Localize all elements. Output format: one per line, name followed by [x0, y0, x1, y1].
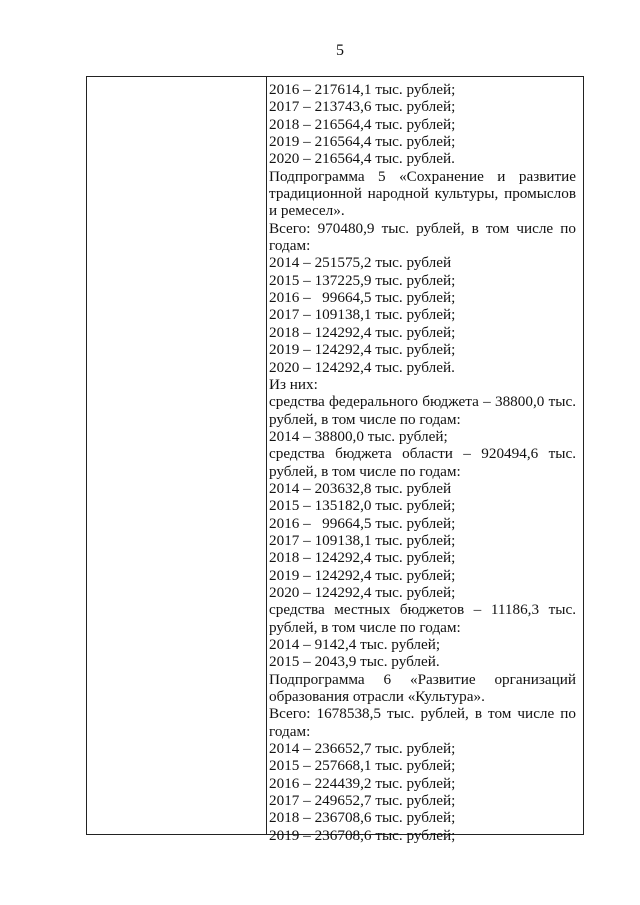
funding-line: 2014 – 203632,8 тыс. рублей: [269, 479, 452, 497]
funding-line: 2016 – 217614,1 тыс. рублей;: [269, 81, 456, 98]
subprogram-title-line: Подпрограмма 5 «Сохранение и развитие: [269, 167, 576, 185]
funding-line: 2020 – 124292,4 тыс. рублей;: [269, 583, 456, 601]
funding-line: 2019 – 124292,4 тыс. рублей;: [269, 341, 456, 359]
funding-line: 2019 – 236708,6 тыс. рублей;: [269, 826, 456, 844]
funding-line: 2015 – 257668,1 тыс. рублей;: [269, 757, 456, 775]
section-label: Из них:: [269, 375, 318, 393]
funding-line: 2016 – 99664,5 тыс. рублей;: [269, 289, 456, 307]
funding-line: 2018 – 124292,4 тыс. рублей;: [269, 549, 456, 567]
total-line: Всего: 970480,9 тыс. рублей, в том числе по: [269, 219, 576, 237]
funding-line: 2015 – 2043,9 тыс. рублей.: [269, 653, 440, 671]
funding-line: 2017 – 213743,6 тыс. рублей;: [269, 98, 456, 116]
subprogram-title-line: и ремесел».: [269, 202, 345, 220]
funding-line: 2019 – 124292,4 тыс. рублей;: [269, 566, 456, 584]
subprogram-title-line: образования отрасли «Культура».: [269, 688, 485, 706]
subprogram-title-line: традиционной народной культуры, промыслов: [269, 185, 576, 203]
subprogram-title-line: Подпрограмма 6 «Развитие организаций: [269, 670, 576, 688]
funding-line: 2018 – 236708,6 тыс. рублей;: [269, 809, 456, 827]
total-line: Всего: 1678538,5 тыс. рублей, в том числе по: [269, 705, 576, 723]
funding-line: 2017 – 249652,7 тыс. рублей;: [269, 792, 456, 810]
funding-line: 2019 – 216564,4 тыс. рублей;: [269, 133, 456, 151]
funding-line: 2014 – 38800,0 тыс. рублей;: [269, 427, 448, 445]
funding-line: 2016 – 224439,2 тыс. рублей;: [269, 774, 456, 792]
budget-source-line: рублей, в том числе по годам:: [269, 410, 461, 428]
funding-line: 2018 – 216564,4 тыс. рублей;: [269, 115, 456, 133]
table-right-cell: [269, 81, 576, 844]
funding-line: 2015 – 137225,9 тыс. рублей;: [269, 271, 456, 289]
funding-line: 2020 – 216564,4 тыс. рублей.: [269, 150, 455, 168]
budget-source-line: средства местных бюджетов – 11186,3 тыс.: [269, 601, 576, 619]
funding-line: 2014 – 236652,7 тыс. рублей;: [269, 740, 456, 758]
funding-line: 2020 – 124292,4 тыс. рублей.: [269, 358, 455, 376]
funding-line: 2014 – 9142,4 тыс. рублей;: [269, 636, 441, 653]
budget-source-line: рублей, в том числе по годам:: [269, 462, 461, 480]
funding-line: 2018 – 124292,4 тыс. рублей;: [269, 323, 456, 341]
page-number: 5: [336, 42, 344, 59]
funding-line: 2017 – 109138,1 тыс. рублей;: [269, 306, 456, 324]
program-table: [86, 76, 584, 844]
table-left-cell: [87, 77, 267, 834]
funding-line: 2016 – 99664,5 тыс. рублей;: [269, 514, 456, 532]
funding-line: 2015 – 135182,0 тыс. рублей;: [269, 497, 456, 515]
funding-line: 2014 – 251575,2 тыс. рублей: [269, 254, 452, 272]
budget-source-line: средства бюджета области – 920494,6 тыс.: [269, 445, 576, 463]
budget-source-line: средства федерального бюджета – 38800,0 тыс.: [269, 393, 576, 411]
total-line: годам:: [269, 722, 311, 740]
funding-line: 2017 – 109138,1 тыс. рублей;: [269, 531, 456, 549]
budget-source-line: рублей, в том числе по годам:: [269, 618, 461, 636]
total-line: годам:: [269, 237, 311, 255]
